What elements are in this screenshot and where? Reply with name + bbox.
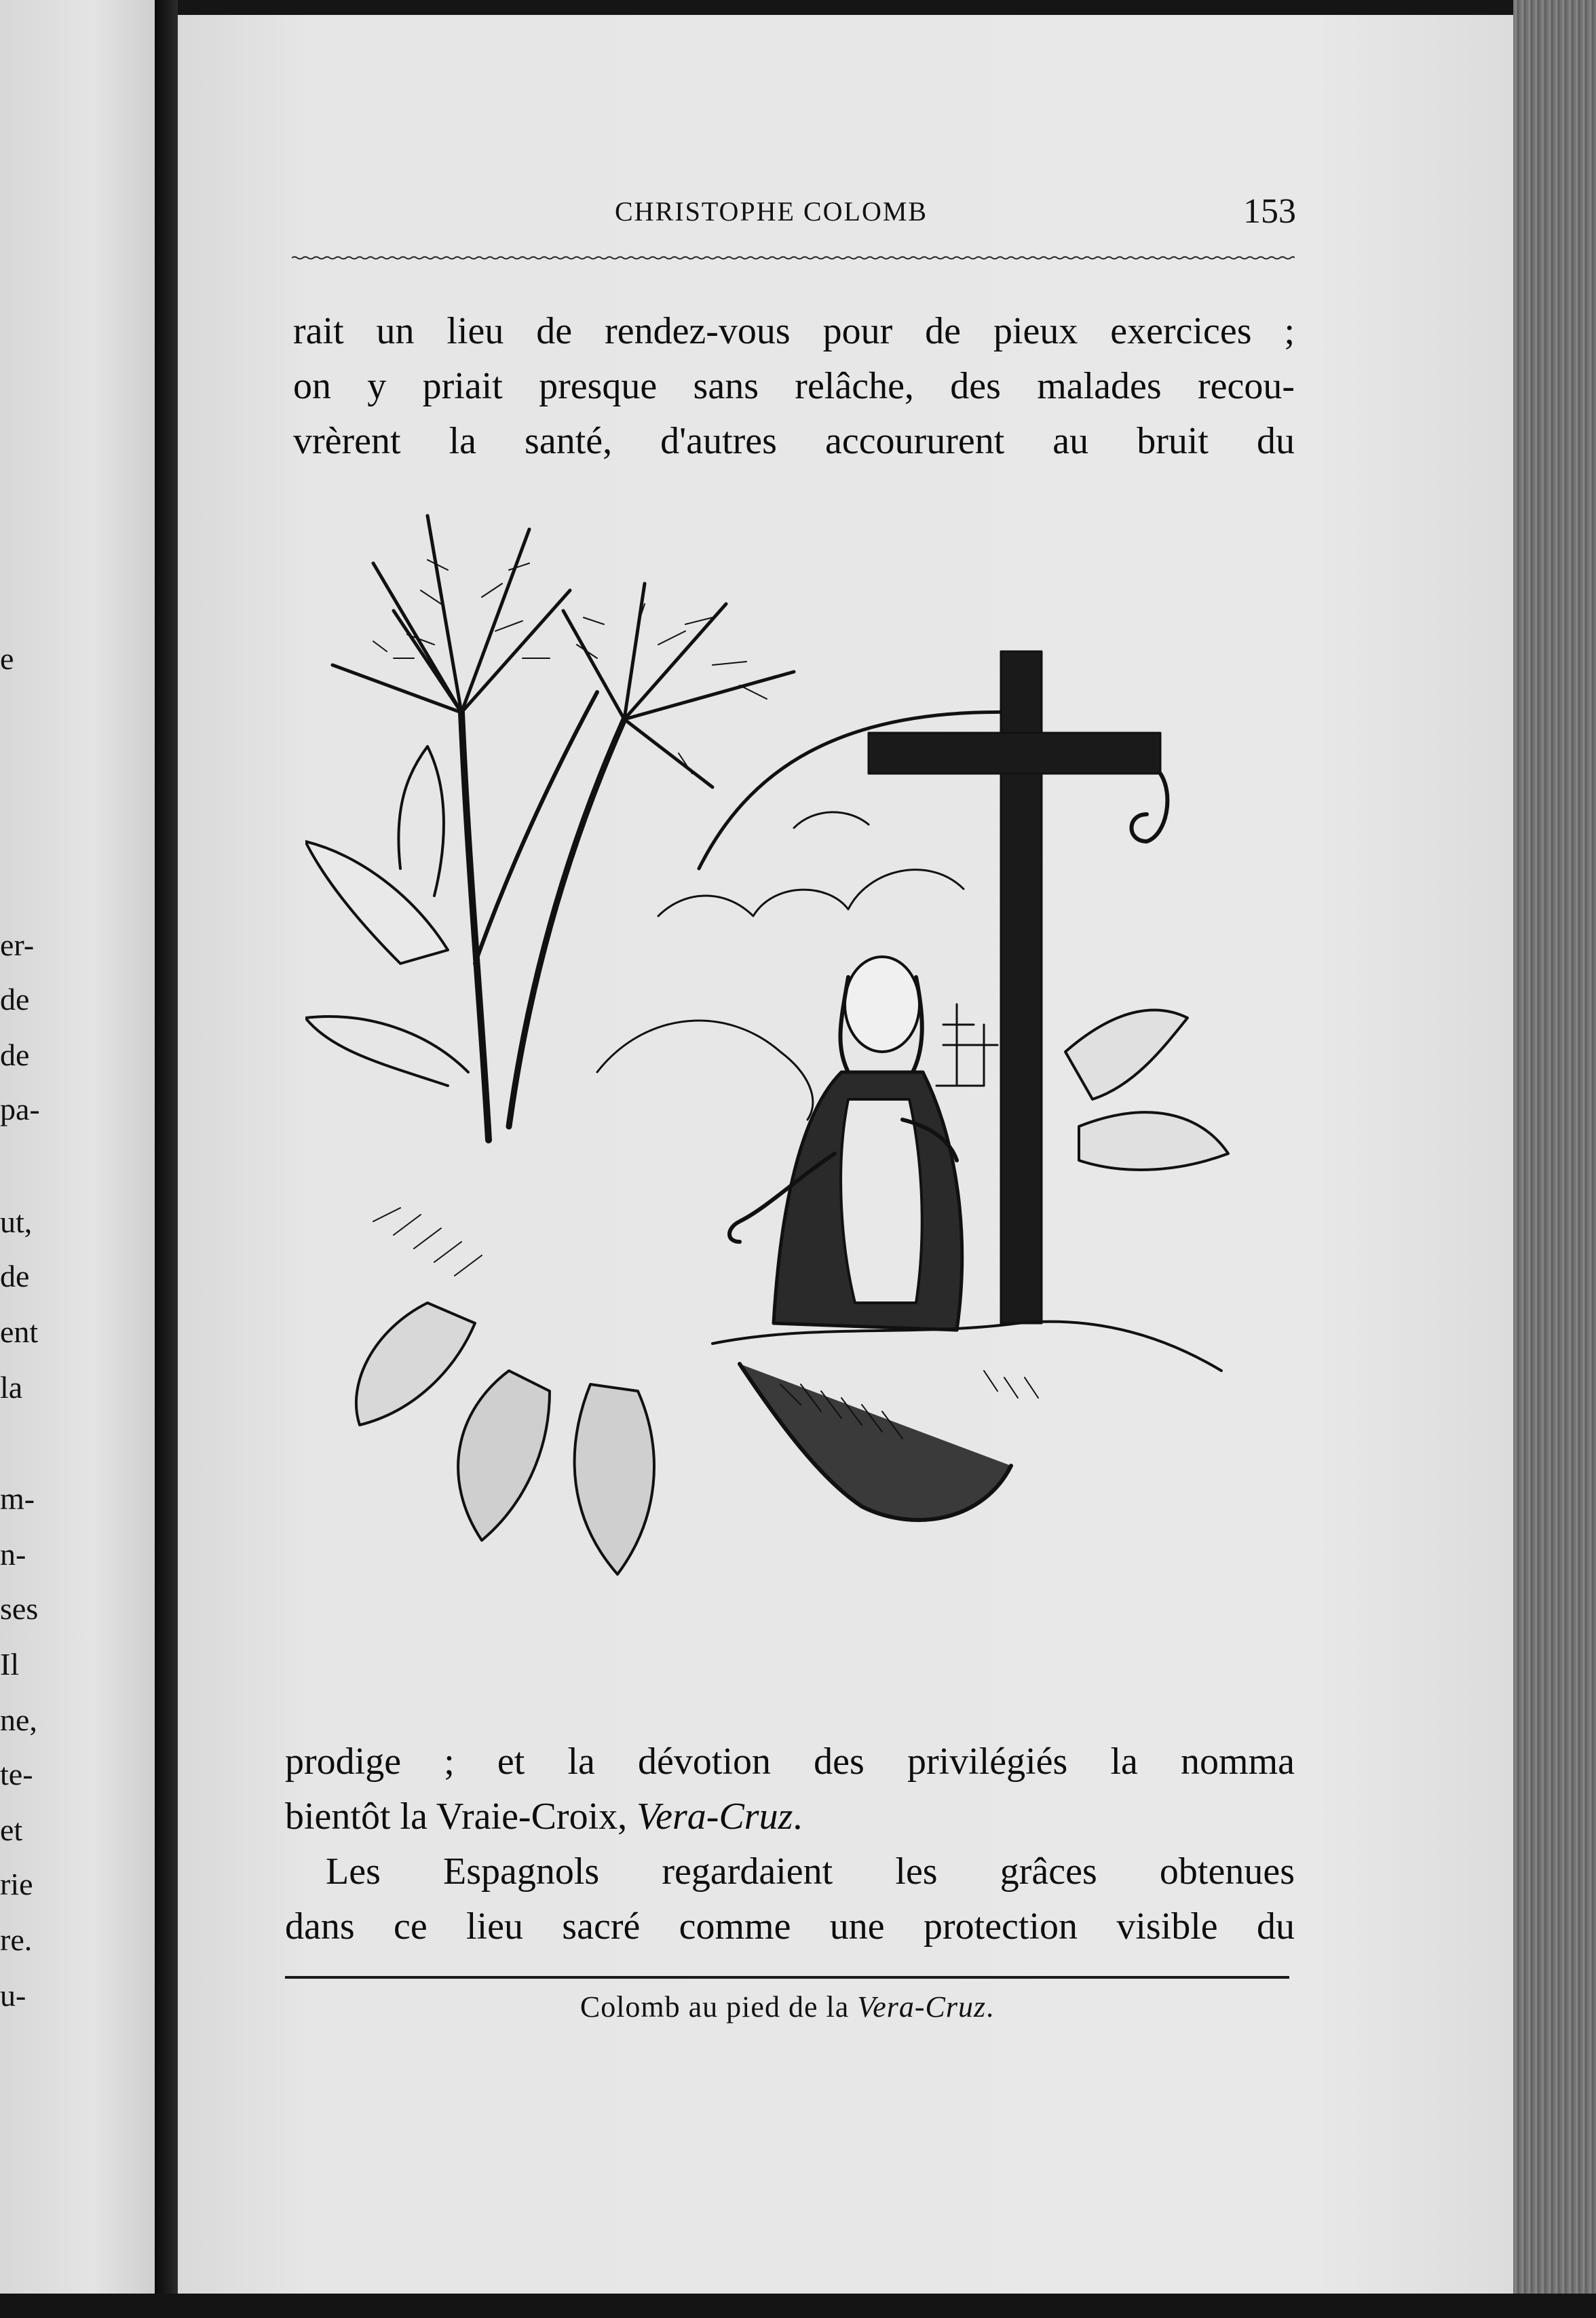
left-fragment: ent — [0, 1314, 39, 1349]
left-fragment: n- — [0, 1537, 26, 1572]
figure-caption — [285, 1990, 1289, 2024]
left-fragment: rie — [0, 1867, 33, 1901]
scan-top-border — [178, 0, 1596, 15]
body-text-bottom — [285, 1734, 1295, 1954]
left-fragment: la — [0, 1370, 23, 1405]
left-fragment: m- — [0, 1481, 35, 1516]
left-fragment: de — [0, 1259, 30, 1293]
running-title: CHRISTOPHE COLOMB — [615, 196, 928, 227]
left-fragment: e — [0, 641, 14, 676]
text-line: dans ce lieu sacré comme une protection visible du — [285, 1905, 1295, 1948]
left-fragment: ut, — [0, 1204, 33, 1239]
scan-bottom-border — [0, 2294, 1596, 2318]
caption-rule — [285, 1976, 1289, 1979]
left-fragment: Il — [0, 1647, 20, 1682]
caption-italic: Vera-Cruz — [857, 1990, 987, 2024]
text-line: Les Espagnols regardaient les grâces obtenues — [326, 1850, 1295, 1893]
left-fragment: pa- — [0, 1092, 40, 1126]
text-line: prodige ; et la dévotion des privilégiés la nomma — [285, 1741, 1295, 1783]
page-number: 153 — [1243, 192, 1296, 231]
vera-cruz-engraving — [305, 489, 1289, 1710]
text-line: on y priait presque sans relâche, des malades recou- — [293, 365, 1295, 407]
text-line — [285, 1789, 1295, 1844]
text-line: rait un lieu de rendez-vous pour de pieux exercices ; — [293, 310, 1295, 352]
left-fragment: te- — [0, 1757, 33, 1791]
text-fragment: . — [793, 1796, 803, 1838]
running-head — [292, 192, 1296, 236]
text-fragment: bientôt la Vraie-Croix, — [285, 1796, 637, 1838]
left-fragment: ses — [0, 1591, 39, 1626]
left-fragment: re. — [0, 1922, 33, 1957]
header-rule — [292, 256, 1295, 260]
left-fragment: et — [0, 1812, 23, 1847]
left-fragment: de — [0, 982, 30, 1016]
page-stack-edges — [1513, 0, 1596, 2318]
left-fragment: de — [0, 1038, 30, 1072]
caption-end: . — [986, 1990, 995, 2024]
left-fragment: u- — [0, 1978, 26, 2013]
body-text-top — [293, 304, 1295, 469]
text-line: vrèrent la santé, d'autres accoururent au bruit du — [293, 420, 1295, 462]
left-fragment: er- — [0, 928, 35, 962]
left-page-edge — [0, 0, 155, 2318]
book-gutter — [155, 0, 178, 2318]
left-fragment: ne, — [0, 1703, 37, 1737]
caption-text: Colomb au pied de la — [580, 1990, 858, 2024]
italic-term: Vera-Cruz — [636, 1796, 793, 1838]
